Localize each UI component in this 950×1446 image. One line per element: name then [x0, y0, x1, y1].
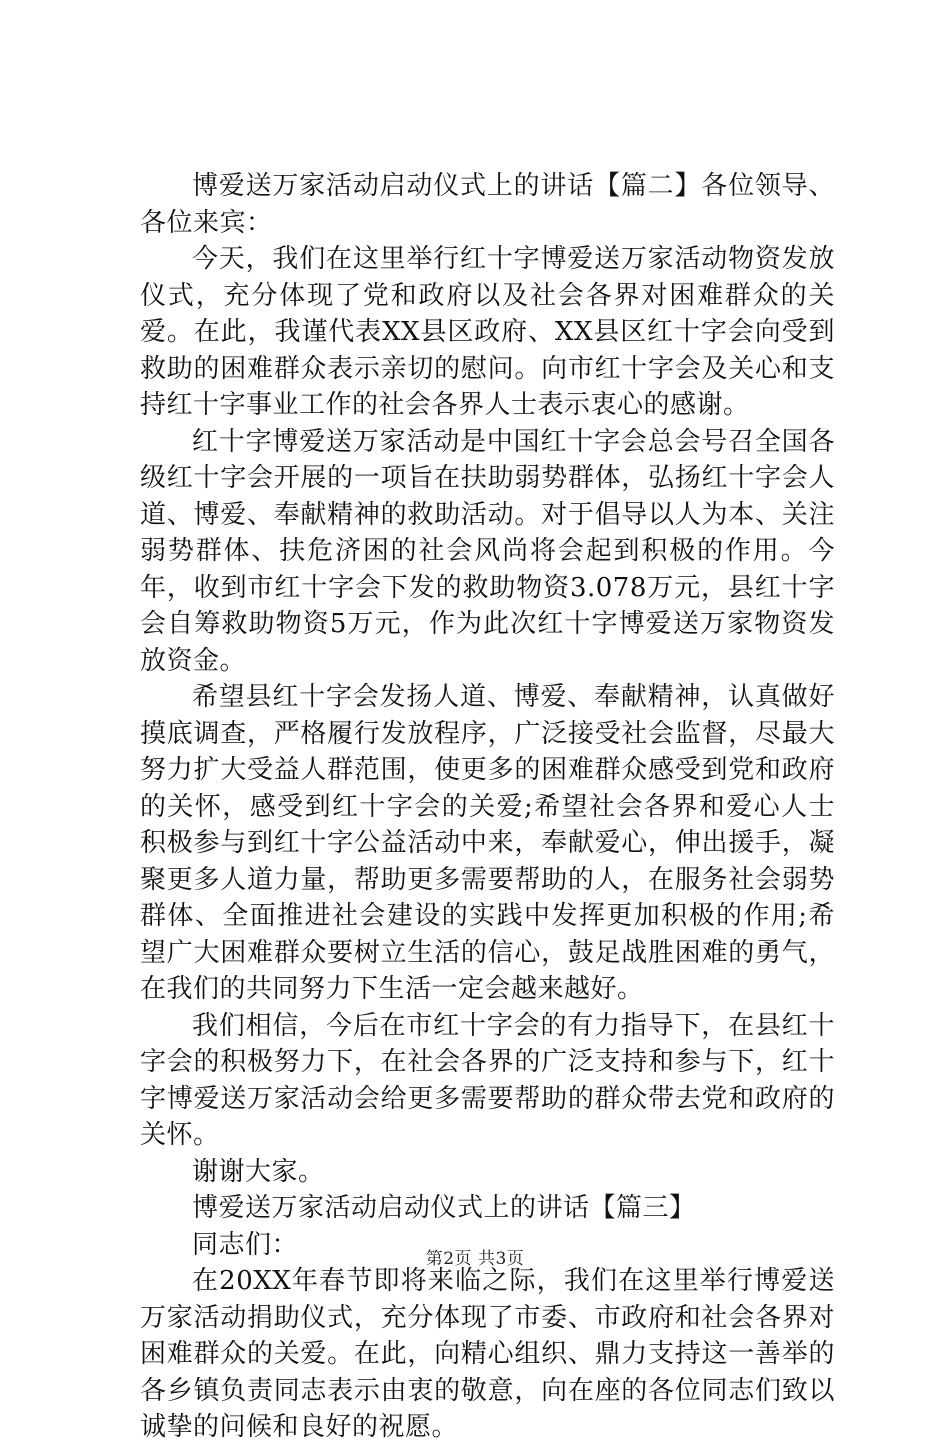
- paragraph-heading-part2: 博爱送万家活动启动仪式上的讲话【篇二】各位领导、各位来宾：: [140, 171, 835, 238]
- paragraph-thanks: 谢谢大家。: [192, 1156, 325, 1187]
- paragraph-part3-opening: 在20XX年春节即将来临之际，我们在这里举行博爱送万家活动捐助仪式，充分体现了市委、市政府和社会各界对困难群众的关爱。在此，向精心组织、鼎力支持这一善举的各乡镇负责同志表示由衷的敬意，向在座的各位同志们致以诚挚的问候和良好的祝愿。: [140, 1266, 835, 1442]
- paragraph-salutation: 同志们：: [192, 1229, 299, 1260]
- paragraph-belief: 我们相信，今后在市红十字会的有力指导下，在县红十字会的积极努力下，在社会各界的广泛支持和参与下，红十字博爱送万家活动会给更多需要帮助的群众带去党和政府的关怀。: [140, 1010, 835, 1150]
- paragraph-hopes: 希望县红十字会发扬人道、博爱、奉献精神，认真做好摸底调查，严格履行发放程序，广泛接受社会监督，尽最大努力扩大受益人群范围，使更多的困难群众感受到党和政府的关怀，感受到红十字会的关爱;希望社会各界和爱心人士积极参与到红十字公益活动中来，奉献爱心，伸出援手，凝聚更多人道力量，帮助更多需要帮助的人，在服务社会弱势群体、全面推进社会建设的实践中发挥更加积极的作用;希望广大困难群众要树立生活的信心，鼓足战胜困难的勇气，在我们的共同努力下生活一定会越来越好。: [140, 682, 835, 1004]
- paragraph-activity-description: 红十字博爱送万家活动是中国红十字会总会号召全国各级红十字会开展的一项旨在扶助弱势群体，弘扬红十字会人道、博爱、奉献精神的救助活动。对于倡导以人为本、关注弱势群体、扶危济困的社会风尚将会起到积极的作用。今年，收到市红十字会下发的救助物资3.078万元，县红十字会自筹救助物资5万元，作为此次红十字博爱送万家物资发放资金。: [140, 426, 835, 676]
- page-number-footer: 第2页 共3页: [425, 1249, 525, 1269]
- paragraph-opening: 今天，我们在这里举行红十字博爱送万家活动物资发放仪式，充分体现了党和政府以及社会各界对困难群众的关爱。在此，我谨代表XX县区政府、XX县区红十字会向受到救助的困难群众表示亲切的慰问。向市红十字会及关心和支持红十字事业工作的社会各界人士表示衷心的感谢。: [140, 244, 835, 420]
- paragraph-heading-part3: 博爱送万家活动启动仪式上的讲话【篇三】: [192, 1193, 696, 1223]
